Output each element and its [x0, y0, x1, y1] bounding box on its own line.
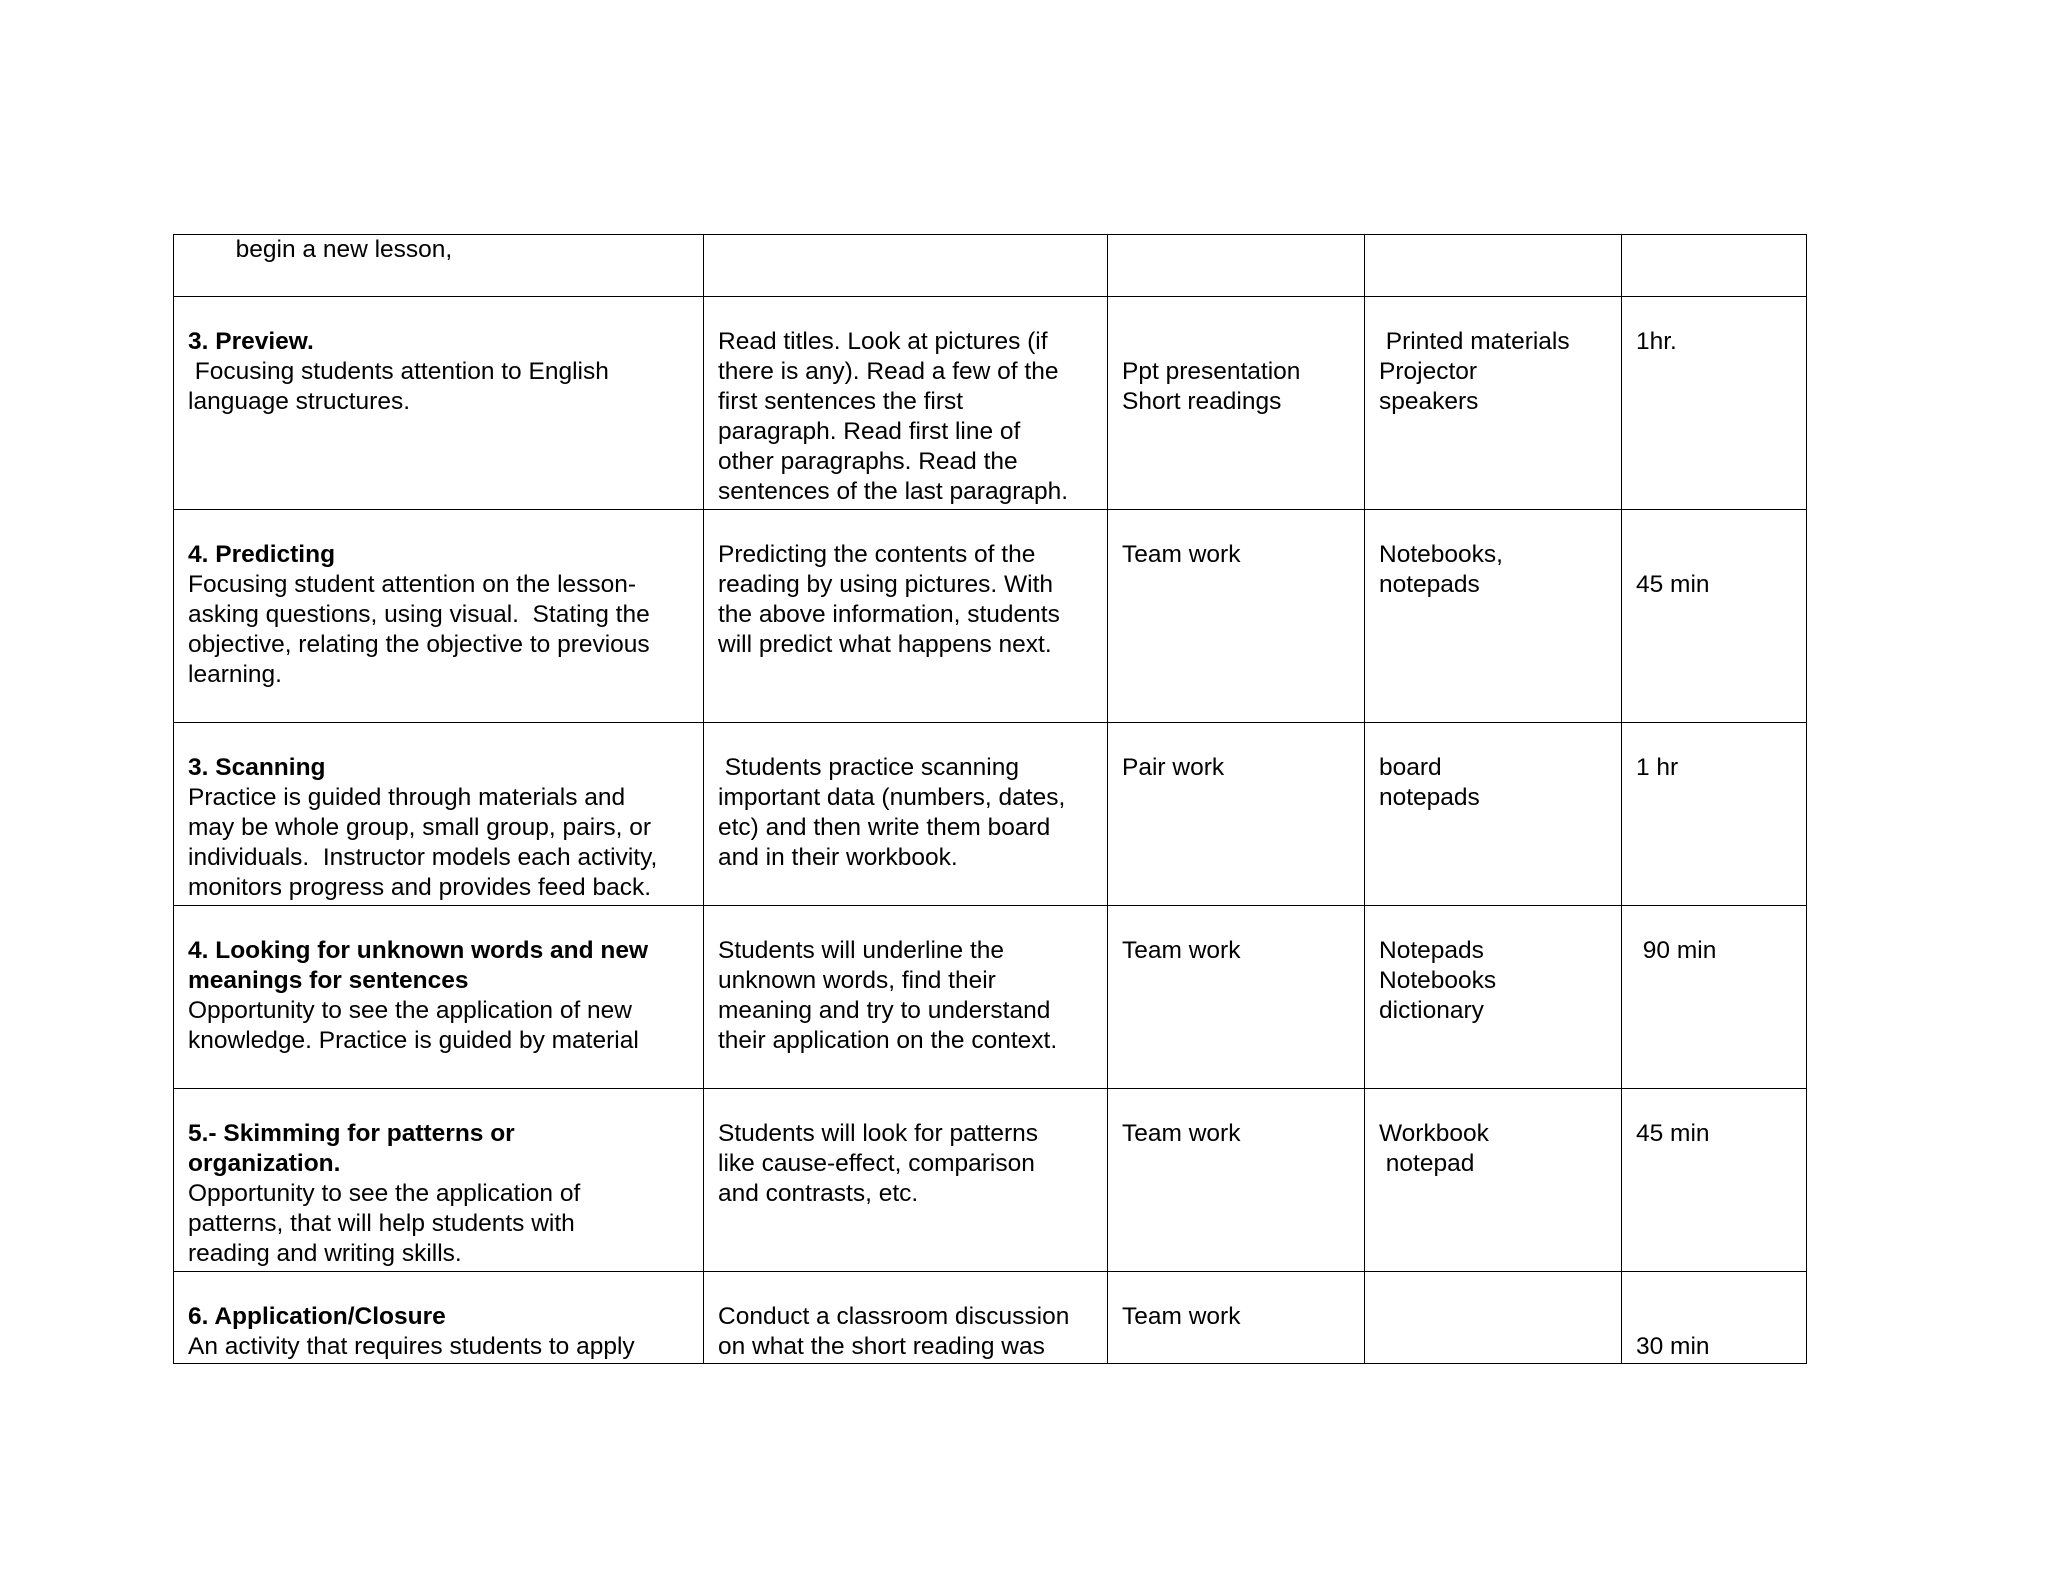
strategy-text: [1122, 327, 1350, 357]
table-row: [174, 1272, 1807, 1364]
stage-cell: [174, 723, 704, 906]
stage-description: objective, relating the objective to previous: [188, 631, 650, 658]
stage-description: monitors progress and provides feed back.: [188, 874, 652, 901]
table-row: [174, 297, 1807, 510]
stage-description: asking questions, using visual. Stating the: [188, 601, 650, 628]
stage-title: 5.- Skimming for patterns or: [188, 1120, 515, 1147]
stage-title: meanings for sentences: [188, 967, 469, 994]
activity-text: Students will look for patterns: [718, 1120, 1039, 1147]
table-row: [174, 510, 1807, 723]
resources-text: Notepads: [1379, 937, 1484, 964]
activity-text: Read titles. Look at pictures (if: [718, 328, 1048, 355]
stage-description: begin a new lesson,: [188, 236, 453, 263]
activity-cell: [704, 723, 1108, 906]
time-text: 90 min: [1636, 937, 1717, 964]
table-row: [174, 723, 1807, 906]
stage-title: organization.: [188, 1150, 341, 1177]
stage-cell: [174, 906, 704, 1089]
resources-cell: [1365, 906, 1622, 1089]
stage-cell: [174, 235, 704, 297]
time-cell: [1622, 906, 1807, 1089]
activity-cell: [704, 1089, 1108, 1272]
stage-description: Opportunity to see the application of new: [188, 997, 633, 1024]
strategy-cell: [1108, 235, 1365, 297]
activity-text: their application on the context.: [718, 1027, 1058, 1054]
time-cell: [1622, 1272, 1807, 1364]
activity-text: there is any). Read a few of the: [718, 358, 1059, 385]
activity-cell: [704, 1272, 1108, 1364]
stage-cell: [174, 1272, 704, 1364]
resources-text: speakers: [1379, 388, 1479, 415]
resources-text: Notebooks,: [1379, 541, 1503, 568]
stage-description: Focusing student attention on the lesson-: [188, 571, 637, 598]
stage-cell: [174, 1089, 704, 1272]
activity-text: the above information, students: [718, 601, 1060, 628]
strategy-text: Team work: [1122, 1120, 1241, 1147]
activity-text: unknown words, find their: [718, 967, 996, 994]
table-row: [174, 906, 1807, 1089]
strategy-cell: [1108, 906, 1365, 1089]
resources-text: notepads: [1379, 571, 1480, 598]
time-cell: [1622, 723, 1807, 906]
activity-text: other paragraphs. Read the: [718, 448, 1018, 475]
strategy-cell: [1108, 1089, 1365, 1272]
resources-cell: [1365, 510, 1622, 723]
stage-title: 4. Predicting: [188, 541, 336, 568]
time-text: 45 min: [1636, 1120, 1710, 1147]
activity-text: meaning and try to understand: [718, 997, 1051, 1024]
resources-text: Printed materials: [1379, 328, 1570, 355]
resources-cell: [1365, 1089, 1622, 1272]
resources-text: notepads: [1379, 784, 1480, 811]
activity-text: Students will underline the: [718, 937, 1005, 964]
stage-title: 6. Application/Closure: [188, 1303, 446, 1330]
strategy-text: Team work: [1122, 937, 1241, 964]
stage-description: language structures.: [188, 388, 410, 415]
time-cell: [1622, 297, 1807, 510]
activity-text: will predict what happens next.: [718, 631, 1052, 658]
time-text: 1 hr: [1636, 754, 1679, 781]
resources-text: board: [1379, 754, 1442, 781]
resources-cell: [1365, 723, 1622, 906]
resources-text: dictionary: [1379, 997, 1484, 1024]
activity-text: on what the short reading was: [718, 1333, 1045, 1360]
resources-text: Notebooks: [1379, 967, 1497, 994]
stage-description: Opportunity to see the application of: [188, 1180, 581, 1207]
activity-text: and contrasts, etc.: [718, 1180, 919, 1207]
activity-text: sentences of the last paragraph.: [718, 478, 1069, 505]
strategy-cell: [1108, 723, 1365, 906]
stage-description: knowledge. Practice is guided by material: [188, 1027, 639, 1054]
activity-text: and in their workbook.: [718, 844, 958, 871]
strategy-cell: [1108, 1272, 1365, 1364]
stage-description: learning.: [188, 661, 282, 688]
strategy-cell: [1108, 510, 1365, 723]
strategy-text: Short readings: [1122, 388, 1282, 415]
stage-title: 3. Preview.: [188, 328, 314, 355]
resources-cell: [1365, 1272, 1622, 1364]
activity-cell: [704, 297, 1108, 510]
strategy-cell: [1108, 297, 1365, 510]
stage-description: reading and writing skills.: [188, 1240, 462, 1267]
stage-description: Practice is guided through materials and: [188, 784, 626, 811]
strategy-text: Ppt presentation: [1122, 358, 1301, 385]
time-cell: [1622, 510, 1807, 723]
stage-description: patterns, that will help students with: [188, 1210, 575, 1237]
activity-text: Conduct a classroom discussion: [718, 1303, 1070, 1330]
activity-cell: [704, 235, 1108, 297]
stage-cell: [174, 510, 704, 723]
time-text: 30 min: [1636, 1333, 1710, 1360]
strategy-text: Pair work: [1122, 754, 1225, 781]
lesson-plan-table: [173, 234, 1807, 1364]
strategy-text: Team work: [1122, 1303, 1241, 1330]
stage-description: may be whole group, small group, pairs, or: [188, 814, 651, 841]
stage-title: 3. Scanning: [188, 754, 326, 781]
activity-text: first sentences the first: [718, 388, 964, 415]
activity-cell: [704, 906, 1108, 1089]
activity-text: reading by using pictures. With: [718, 571, 1053, 598]
resources-cell: [1365, 235, 1622, 297]
activity-text: paragraph. Read first line of: [718, 418, 1021, 445]
resources-text: Projector: [1379, 358, 1478, 385]
activity-text: etc) and then write them board: [718, 814, 1051, 841]
resources-text: Workbook: [1379, 1120, 1489, 1147]
time-cell: [1622, 235, 1807, 297]
table-row: [174, 235, 1807, 297]
lesson-plan-body: [174, 235, 1807, 1364]
time-cell: [1622, 1089, 1807, 1272]
table-row: [174, 1089, 1807, 1272]
activity-text: important data (numbers, dates,: [718, 784, 1066, 811]
activity-text: like cause-effect, comparison: [718, 1150, 1035, 1177]
activity-text: Predicting the contents of the: [718, 541, 1036, 568]
strategy-text: Team work: [1122, 541, 1241, 568]
resources-text: notepad: [1379, 1150, 1475, 1177]
stage-title: 4. Looking for unknown words and new: [188, 937, 649, 964]
stage-cell: [174, 297, 704, 510]
time-text: [1636, 540, 1792, 570]
activity-text: Students practice scanning: [718, 754, 1019, 781]
time-text: [1636, 1302, 1792, 1332]
time-text: 1hr.: [1636, 328, 1677, 355]
stage-description: Focusing students attention to English: [188, 358, 609, 385]
stage-description: individuals. Instructor models each activity,: [188, 844, 658, 871]
time-text: 45 min: [1636, 571, 1710, 598]
stage-description: An activity that requires students to apply: [188, 1333, 635, 1360]
activity-cell: [704, 510, 1108, 723]
resources-cell: [1365, 297, 1622, 510]
